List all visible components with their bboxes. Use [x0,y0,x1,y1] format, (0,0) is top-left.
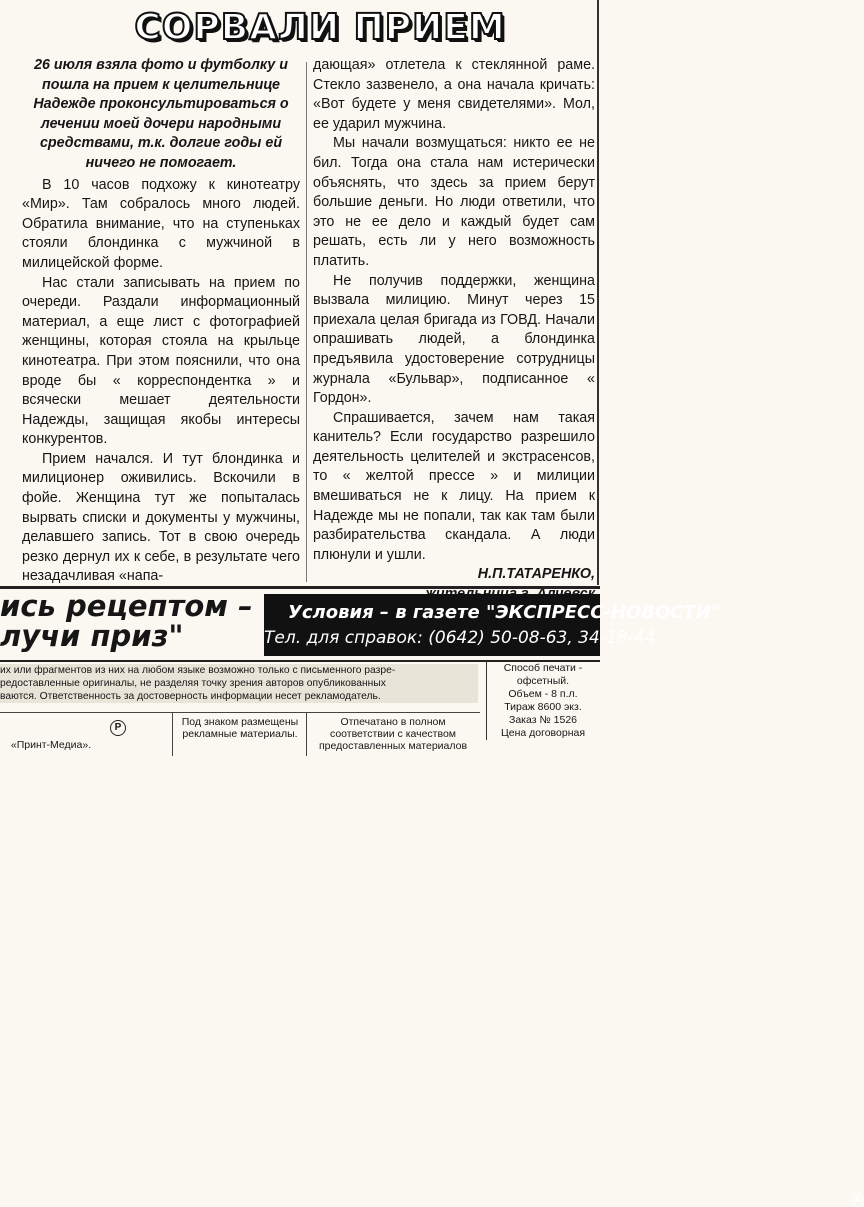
conditions-text: Условия – в газете "ЭКСПРЕСС-НОВОСТИ" [288,602,721,623]
imprint-line: Объем - 8 п.л. [508,688,578,700]
legal-line: их или фрагментов из них на любом языке возможно только с письменного разре- [0,665,396,676]
ads-note: Под знаком размещены рекламные материалы. [181,716,299,740]
print-note: Отпечатано в полном соответствии с качеством предоставленных материалов [318,716,468,752]
article-paragraph: Прием начался. И тут блондинка и милиционер оживились. Вскочили в фойе. Женщина тут же попыталась вырвать списки и документы у мужчины, делавшего запись. Тот в свою очередь резко дернул их к себе, в результате чего незадачливая «напа- [22,450,300,585]
footer-separator [306,713,307,756]
footer-inner-rule [0,712,480,713]
article-paragraph: дающая» отлетела к стеклянной раме. Стекло зазвенело, а она начала кричать: «Вот будете у меня свидетелями». Мол, ее ударил мужчина. [313,57,595,132]
imprint-box [486,662,599,740]
signature-name: Н.П.ТАТАРЕНКО, [477,566,595,583]
imprint-line: офсетный. [516,675,570,687]
legal-notice [0,664,478,703]
article-left-column [22,56,300,587]
article-right-column [313,56,595,605]
article-paragraph: Спрашивается, зачем нам такая канитель? Если государство разрешило деятельность целителей и экстрасенсов, то « желтой прессе » и милиции вмешиваться не к лицу. На прием к Надежде мы не попали, так как там были разбирательства скандала. А люди плюнули и ушли. [313,409,595,563]
imprint-line: Цена договорная [500,727,586,739]
article-headline [125,2,515,52]
imprint-line: Тираж 8600 экз. [504,701,582,713]
footer-separator [172,713,173,756]
promo-line-1: ись рецептом – [0,589,253,623]
article-paragraph: В 10 часов подхожу к кинотеатру «Мир». Там собралось много людей. Обратила внимание, что на ступеньках стояли блондинка с мужчиной в милицейской форме. [22,176,300,271]
article-paragraph: Не получив поддержки, женщина вызвала милицию. Минут через 15 приехала целая бригада из ГОВД. Начали опрашивать людей, а блондинка предъявила удостоверение сотрудницы журнала «Бульвар», подписанное « Гордон». [313,272,595,407]
legal-line: редоставленные оригиналы, не разделяя точку зрения авторов опубликованных [0,678,386,689]
article-paragraph: Мы начали возмущаться: никто ее не бил. Тогда она стала нам истерически объяснять, что здесь за прием берут большие деньги. Но люди ответили, что это не ее дело и каждый будет сам решать, есть ли у него возможность платить. [313,135,595,269]
article-lead: 26 июля взяла фото и футболку и пошла на прием к целительнице Надежде проконсультироваться о лечении моей дочери народными средствами, т.к. долгие годы ей ничего не помогает. [33,57,289,171]
column-divider [306,62,307,582]
article-paragraph: Нас стали записывать на прием по очереди. Раздали информационный материал, а еще лист с фотографией женщины, которая стояла на крыльце кинотеатра. При этом пояснили, что она вроде бы « корреспондентка » и всячески мешает деятельности Надежды, защищая якобы интересы конкурентов. [22,274,300,448]
publisher-name: «Принт-Медиа». [10,739,92,751]
right-frame-rule [597,0,599,585]
promo-line-2: лучи приз" [0,619,184,653]
headline-text: СОРВАЛИ ПРИЕМ [134,6,506,48]
imprint-line: Способ печати - [503,662,583,674]
imprint-line: Заказ № 1526 [509,714,577,726]
phones-text: Тел. для справок: (0642) 50-08-63, 34-18-44 [264,628,656,648]
legal-line: ваются. Ответственность за достоверность информации несет рекламодатель. [0,691,381,702]
registered-mark-icon: ® [850,1193,864,1207]
advertising-mark-icon: Р [110,720,126,736]
